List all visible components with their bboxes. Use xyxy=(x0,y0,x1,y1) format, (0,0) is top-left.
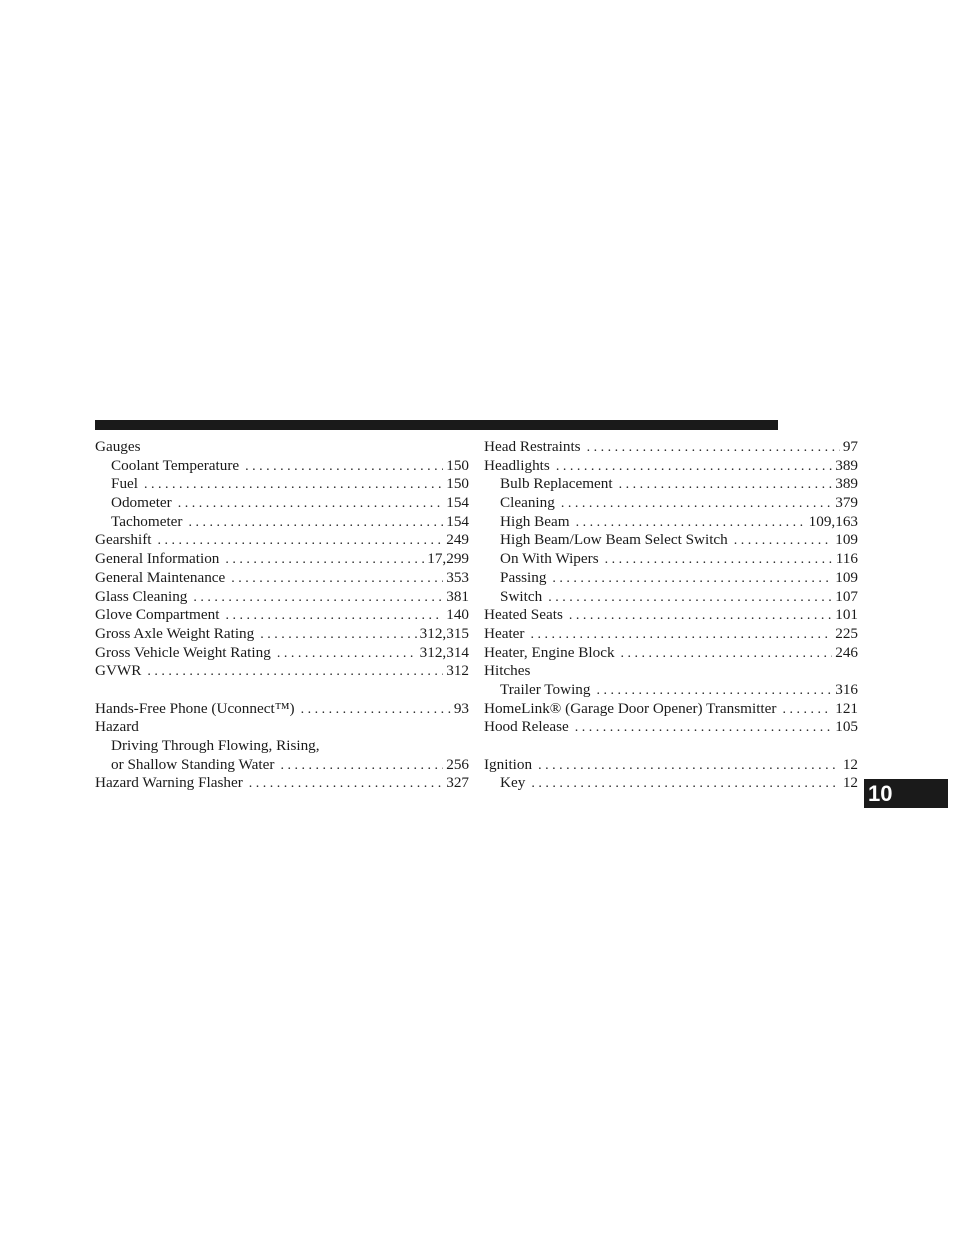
index-entry xyxy=(95,438,469,457)
index-entry-label: Hood Release xyxy=(484,718,569,736)
index-entry-label: Gearshift xyxy=(95,531,152,549)
index-entry-page[interactable]: 93 xyxy=(453,699,469,717)
index-entry-page[interactable]: 17,299 xyxy=(427,550,469,568)
index-entry-label: High Beam xyxy=(500,512,570,530)
index-entry xyxy=(95,569,469,588)
dot-leader xyxy=(277,645,417,664)
index-entry-label: Hands-Free Phone (Uconnect™) xyxy=(95,699,295,717)
index-column-left xyxy=(95,438,469,793)
index-entry-label: Heater, Engine Block xyxy=(484,643,615,661)
index-entry-page[interactable]: 312,315 xyxy=(419,624,469,642)
index-subentry xyxy=(484,681,858,700)
index-entry-page[interactable]: 389 xyxy=(835,475,858,493)
index-entry-page[interactable]: 12 xyxy=(842,755,858,773)
dot-leader xyxy=(576,514,806,533)
index-entry-page[interactable]: 12 xyxy=(842,774,858,792)
dot-leader xyxy=(188,514,443,533)
index-entry-label: Heater xyxy=(484,624,525,642)
dot-leader xyxy=(548,589,832,608)
index-entry-label: Passing xyxy=(500,568,547,586)
index-entry-page[interactable]: 109,163 xyxy=(808,512,858,530)
index-entry-label: Key xyxy=(500,774,526,792)
dot-leader xyxy=(193,589,443,608)
dot-leader xyxy=(531,775,840,794)
index-entry-page[interactable]: 121 xyxy=(835,699,858,717)
index-entry-page[interactable]: 327 xyxy=(446,774,469,792)
index-entry-label: Tachometer xyxy=(111,512,183,530)
dot-leader xyxy=(552,570,832,589)
dot-leader xyxy=(144,476,443,495)
index-spacer xyxy=(95,681,469,700)
index-entry xyxy=(95,700,469,719)
index-entry xyxy=(484,625,858,644)
index-entry-label: General Maintenance xyxy=(95,568,226,586)
index-entry-page[interactable]: 150 xyxy=(446,475,469,493)
index-entry xyxy=(95,550,469,569)
index-entry-page[interactable]: 154 xyxy=(446,494,469,512)
index-entry-page[interactable]: 225 xyxy=(835,624,858,642)
index-column-right xyxy=(484,438,858,793)
index-entry-page[interactable]: 379 xyxy=(835,494,858,512)
index-entry-page[interactable]: 105 xyxy=(835,718,858,736)
dot-leader xyxy=(538,757,840,776)
index-entry-page[interactable]: 256 xyxy=(446,755,469,773)
index-entry xyxy=(484,438,858,457)
dot-leader xyxy=(734,532,832,551)
dot-leader xyxy=(530,626,832,645)
dot-leader xyxy=(225,607,443,626)
index-entry-label: Ignition xyxy=(484,755,533,773)
index-entry-page[interactable]: 312 xyxy=(446,662,469,680)
index-entry-label: Coolant Temperature xyxy=(111,456,240,474)
index-entry-page[interactable]: 381 xyxy=(446,587,469,605)
index-subentry xyxy=(484,588,858,607)
index-entry-label: Driving Through Flowing, Rising, xyxy=(111,737,320,754)
index-entry-page[interactable]: 312,314 xyxy=(419,643,469,661)
index-entry xyxy=(484,606,858,625)
dot-leader xyxy=(597,682,833,701)
index-entry xyxy=(95,588,469,607)
index-entry xyxy=(95,531,469,550)
dot-leader xyxy=(178,495,443,514)
index-entry-label: Headlights xyxy=(484,456,550,474)
index-entry-label: Hazard Warning Flasher xyxy=(95,774,243,792)
index-entry-label: Odometer xyxy=(111,494,172,512)
index-entry xyxy=(484,644,858,663)
index-entry-label: Cleaning xyxy=(500,494,555,512)
index-subentry xyxy=(95,737,469,756)
index-entry-label: Glove Compartment xyxy=(95,606,220,624)
index-entry-page[interactable]: 97 xyxy=(842,438,858,455)
dot-leader xyxy=(280,757,443,776)
dot-leader xyxy=(561,495,832,514)
dot-leader xyxy=(231,570,443,589)
index-spacer xyxy=(484,737,858,756)
index-entry xyxy=(95,662,469,681)
dot-leader xyxy=(556,458,832,477)
index-entry-label: or Shallow Standing Water xyxy=(111,755,275,773)
index-entry-label: Fuel xyxy=(111,475,139,493)
index-entry-label: Trailer Towing xyxy=(500,680,591,698)
dot-leader xyxy=(225,551,424,570)
chapter-tab: 10 xyxy=(864,779,948,808)
index-entry-label: Hitches xyxy=(484,662,531,680)
index-entry xyxy=(95,644,469,663)
index-subentry xyxy=(95,756,469,775)
index-entry-label: Gross Vehicle Weight Rating xyxy=(95,643,271,661)
index-subentry xyxy=(484,569,858,588)
dot-leader xyxy=(147,663,443,682)
index-entry xyxy=(484,457,858,476)
index-entry-page[interactable]: 389 xyxy=(835,456,858,474)
index-entry-label: GVWR xyxy=(95,662,142,680)
dot-leader xyxy=(245,458,443,477)
dot-leader xyxy=(621,645,833,664)
index-entry-page[interactable]: 249 xyxy=(446,531,469,549)
index-entry xyxy=(484,662,858,681)
index-subentry xyxy=(95,475,469,494)
index-entry-label: General Information xyxy=(95,550,220,568)
index-entry-label: Gross Axle Weight Rating xyxy=(95,624,255,642)
index-entry xyxy=(484,756,858,775)
index-entry-label: Switch xyxy=(500,587,543,605)
index-entry-page[interactable]: 140 xyxy=(446,606,469,624)
dot-leader xyxy=(575,719,832,738)
index-subentry xyxy=(484,494,858,513)
dot-leader xyxy=(158,532,444,551)
index-entry-page[interactable]: 316 xyxy=(835,680,858,698)
index-entry-label: Gauges xyxy=(95,438,141,455)
index-entry-page[interactable]: 246 xyxy=(835,643,858,661)
index-entry xyxy=(484,718,858,737)
index-entry xyxy=(95,625,469,644)
index-entry-page[interactable]: 101 xyxy=(835,606,858,624)
index-entry-page[interactable]: 116 xyxy=(835,550,858,568)
index-subentry xyxy=(484,774,858,793)
index-subentry xyxy=(484,475,858,494)
index-entry-label: Head Restraints xyxy=(484,438,581,455)
index-entry xyxy=(95,718,469,737)
dot-leader xyxy=(569,607,832,626)
dot-leader xyxy=(249,775,443,794)
dot-leader xyxy=(587,439,840,458)
index-subentry xyxy=(484,513,858,532)
index-entry-label: Bulb Replacement xyxy=(500,475,613,493)
dot-leader xyxy=(619,476,833,495)
index-entry-page[interactable]: 154 xyxy=(446,512,469,530)
index-entry-page[interactable]: 107 xyxy=(835,587,858,605)
index-entry-page[interactable]: 353 xyxy=(446,568,469,586)
index-subentry xyxy=(484,531,858,550)
index-entry-page[interactable]: 109 xyxy=(835,568,858,586)
index-entry-label: High Beam/Low Beam Select Switch xyxy=(500,531,728,549)
index-entry xyxy=(95,606,469,625)
index-entry-label: Glass Cleaning xyxy=(95,587,188,605)
section-top-rule xyxy=(95,420,778,430)
dot-leader xyxy=(782,701,832,720)
index-subentry xyxy=(95,494,469,513)
index-subentry xyxy=(95,457,469,476)
dot-leader xyxy=(260,626,416,645)
dot-leader xyxy=(605,551,833,570)
index-entry-page[interactable]: 109 xyxy=(835,531,858,549)
index-entry-label: On With Wipers xyxy=(500,550,599,568)
index-entry-label: Hazard xyxy=(95,718,139,736)
index-entry-label: HomeLink® (Garage Door Opener) Transmitter xyxy=(484,699,777,717)
index-subentry xyxy=(95,513,469,532)
index-entry xyxy=(95,774,469,793)
index-entry xyxy=(484,700,858,719)
index-entry-label: Heated Seats xyxy=(484,606,563,624)
index-entry-page[interactable]: 150 xyxy=(446,456,469,474)
dot-leader xyxy=(301,701,451,720)
index-subentry xyxy=(484,550,858,569)
